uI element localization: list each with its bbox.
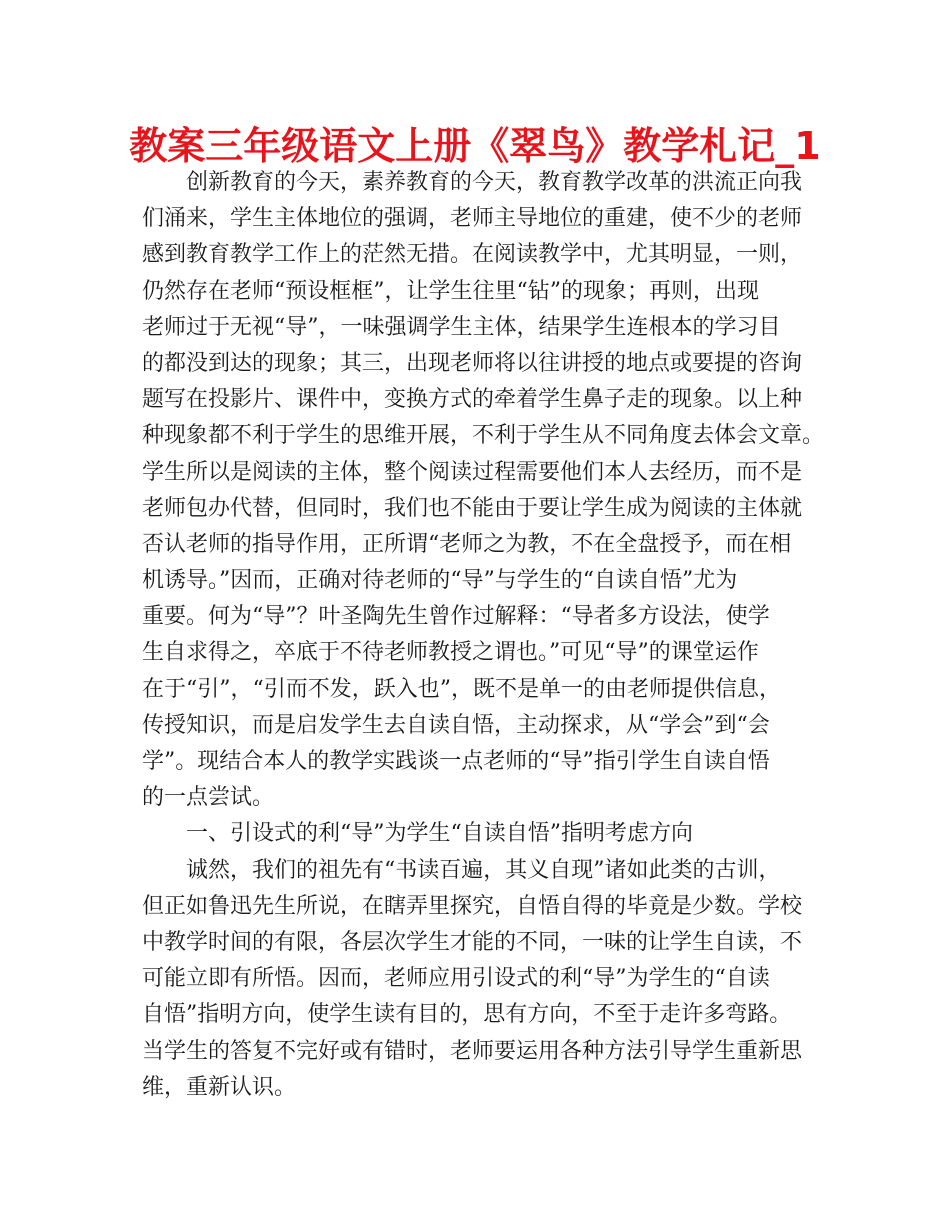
- paragraph-line: 生自求得之，卒底于不待老师教授之谓也。”可见“导”的课堂运作: [142, 640, 759, 666]
- paragraph-line: 可能立即有所悟。因而，老师应用引设式的利“导”为学生的“自读: [142, 966, 770, 992]
- paragraph-line: 传授知识，而是启发学生去自读自悟，主动探求，从“学会”到“会: [142, 712, 770, 738]
- paragraph-line: 在于“引”，“引而不发，跃入也”，既不是单一的由老师提供信息，: [142, 676, 781, 702]
- document-title: 教案三年级语文上册《翠鸟》教学札记_1: [129, 124, 821, 168]
- document-body: [142, 165, 832, 1106]
- paragraph-line: 诚然，我们的祖先有“书读百遍，其义自现”诸如此类的古训，: [186, 857, 781, 883]
- paragraph-line: 老师过于无视“导”，一味强调学生主体，结果学生连根本的学习目: [142, 314, 781, 340]
- paragraph-line: 学”。现结合本人的教学实践谈一点老师的“导”指引学生自读自悟: [142, 749, 770, 774]
- paragraph-line: 重要。何为“导”？叶圣陶先生曾作过解释：“导者多方设法，使学: [142, 604, 770, 630]
- paragraph-line: 否认老师的指导作用，正所谓“老师之为教，不在全盘授予，而在相: [142, 531, 792, 557]
- paragraph-line: 学生所以是阅读的主体，整个阅读过程需要他们本人去经历，而不是: [142, 459, 803, 485]
- paragraph-line: 老师包办代替，但同时，我们也不能由于要让学生成为阅读的主体就: [142, 495, 803, 521]
- paragraph-line: 当学生的答复不完好或有错时，老师要运用各种方法引导学生重新思: [142, 1038, 803, 1064]
- paragraph-line: 自悟”指明方向，使学生读有目的，思有方向，不至于走许多弯路。: [142, 1002, 792, 1028]
- paragraph-line: 题写在投影片、课件中，变换方式的牵着学生鼻子走的现象。以上种: [142, 387, 803, 413]
- paragraph-line: 维，重新认识。: [142, 1074, 297, 1100]
- paragraph-line: 创新教育的今天，素养教育的今天，教育教学改革的洪流正向我: [186, 170, 803, 195]
- paragraph-line: 但正如鲁迅先生所说，在瞎弄里探究，自悟自得的毕竟是少数。学校: [142, 893, 803, 919]
- paragraph-line: 感到教育教学工作上的茫然无措。在阅读教学中，尤其明显，一则，: [142, 242, 803, 268]
- paragraph-line: 的一点尝试。: [142, 785, 275, 811]
- paragraph-line: 中教学时间的有限，各层次学生才能的不同，一味的让学生自读，不: [142, 929, 803, 955]
- paragraph-line: 们涌来，学生主体地位的强调，老师主导地位的重建，使不少的老师: [142, 206, 803, 232]
- paragraph-line: 仍然存在老师“预设框框”，让学生往里“钻”的现象；再则，出现: [142, 278, 759, 304]
- section-heading: 一、引设式的利“导”为学生“自读自悟”指明考虑方向: [186, 821, 693, 847]
- paragraph-line: 种现象都不利于学生的思维开展，不利于学生从不同角度去体会文章。: [142, 423, 825, 449]
- paragraph-line: 的都没到达的现象；其三，出现老师将以往讲授的地点或要提的咨询: [142, 350, 803, 376]
- paragraph-line: 机诱导。”因而，正确对待老师的“导”与学生的“自读自悟”尤为: [142, 568, 738, 594]
